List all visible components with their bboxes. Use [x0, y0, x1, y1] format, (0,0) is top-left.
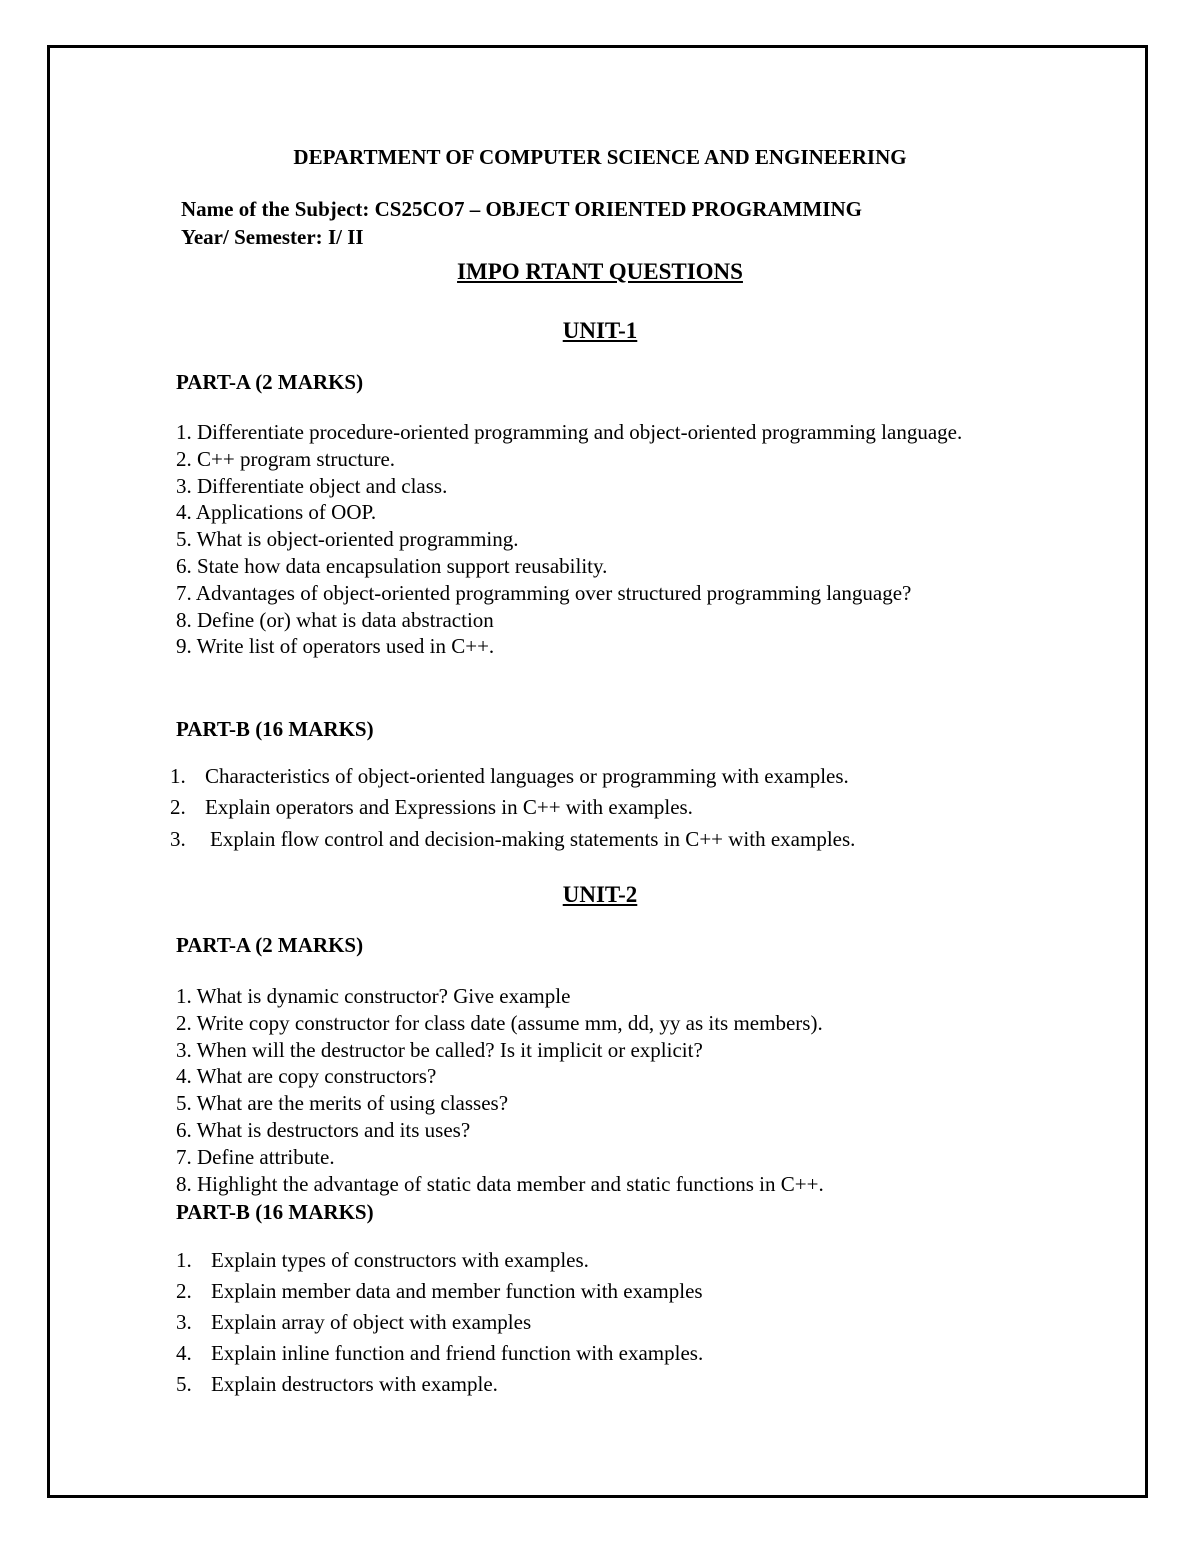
list-item: 8. Define (or) what is data abstraction	[176, 607, 494, 632]
unit-2-part-a-list	[176, 983, 824, 1197]
list-item: 1. Explain types of constructors with examples.	[176, 1248, 589, 1272]
department-heading: DEPARTMENT OF COMPUTER SCIENCE AND ENGINEERING	[293, 145, 907, 169]
list-item: 1. What is dynamic constructor? Give example	[176, 984, 571, 1008]
subject-label: Name of the Subject:	[181, 197, 370, 221]
list-item: 5. Explain destructors with example.	[176, 1372, 498, 1396]
list-item: 3. Explain flow control and decision-making statements in C++ with examples.	[170, 827, 856, 851]
unit-2-part-b-heading: PART-B (16 MARKS)	[176, 1200, 374, 1224]
list-item: 2. Write copy constructor for class date (assume mm, dd, yy as its members).	[176, 1010, 823, 1035]
list-item: 7. Define attribute.	[176, 1144, 335, 1169]
list-item: 2. Explain operators and Expressions in C++ with examples.	[170, 795, 693, 819]
list-item: 7. Advantages of object-oriented programming over structured programming language?	[176, 580, 912, 605]
unit-1-part-a-heading: PART-A (2 MARKS)	[176, 370, 364, 394]
list-item: 3. When will the destructor be called? Is it implicit or explicit?	[176, 1037, 703, 1062]
unit-1-part-a-list	[176, 419, 996, 660]
list-item: 2. C++ program structure.	[176, 446, 396, 471]
list-item: 4. What are copy constructors?	[176, 1064, 437, 1089]
year-label: Year/ Semester:	[181, 225, 323, 249]
page-title: IMPO RTANT QUESTIONS	[457, 259, 743, 284]
list-item: 5. What are the merits of using classes?	[176, 1091, 509, 1116]
unit-1-heading: UNIT-1	[562, 318, 638, 343]
subject-value: CS25CO7 – OBJECT ORIENTED PROGRAMMING	[374, 197, 862, 221]
list-item: 1. Differentiate procedure-oriented programming and object-oriented programming language.	[176, 420, 963, 444]
unit-1-part-b-heading: PART-B (16 MARKS)	[176, 717, 374, 741]
list-item: 1. Characteristics of object-oriented languages or programming with examples.	[170, 764, 849, 788]
list-item: 6. State how data encapsulation support reusability.	[176, 553, 608, 578]
list-item: 3. Explain array of object with examples	[176, 1310, 532, 1334]
list-item: 6. What is destructors and its uses?	[176, 1117, 471, 1142]
list-item: 8. Highlight the advantage of static data member and static functions in C++.	[176, 1171, 824, 1196]
list-item: 2. Explain member data and member function with examples	[176, 1279, 703, 1303]
unit-2-part-b-list	[176, 1248, 1076, 1403]
list-item: 9. Write list of operators used in C++.	[176, 634, 495, 659]
year-value: I/ II	[327, 225, 364, 249]
list-item: 4. Explain inline function and friend function with examples.	[176, 1341, 704, 1365]
year-semester-line	[181, 224, 364, 250]
subject-line	[181, 196, 862, 222]
unit-2-heading: UNIT-2	[562, 882, 638, 907]
list-item: 4. Applications of OOP.	[176, 500, 377, 525]
list-item: 5. What is object-oriented programming.	[176, 527, 519, 552]
unit-2-part-a-heading: PART-A (2 MARKS)	[176, 933, 364, 957]
unit-1-part-b-list	[170, 764, 1070, 858]
list-item: 3. Differentiate object and class.	[176, 473, 448, 498]
